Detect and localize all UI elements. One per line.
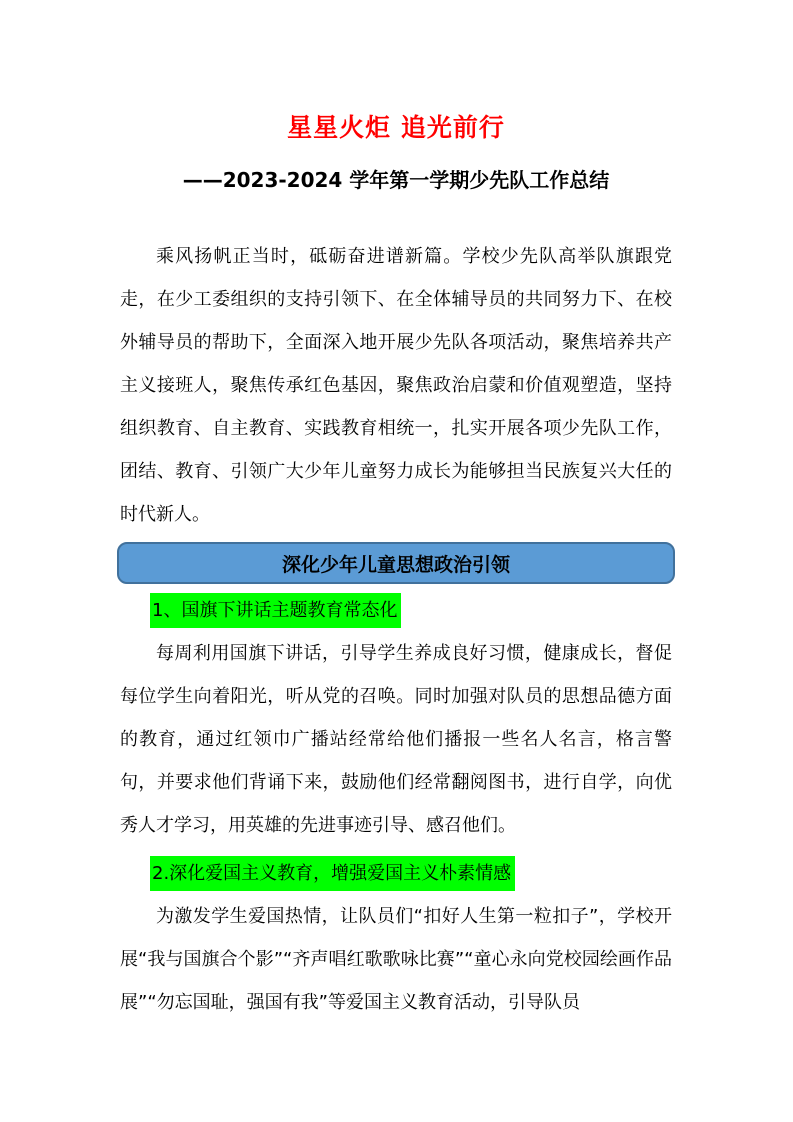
subsection-1-paragraph: 每周利用国旗下讲话，引导学生养成良好习惯，健康成长，督促每位学生向着阳光，听从党的召唤。同时加强对队员的思想品德方面的教育，通过红领巾广播站经常给他们播报一些名人名言，格言警句，并要求他们背诵下来，鼓励他们经常翻阅图书，进行自学，向优秀人才学习，用英雄的先进事迹引导、感召他们。	[120, 643, 672, 836]
section-header-banner	[117, 542, 675, 584]
document-subtitle: ——2023-2024 学年第一学期少先队工作总结	[182, 168, 610, 192]
subsection-heading-1	[150, 589, 672, 632]
subsection-heading-1-text: 1、国旗下讲话主题教育常态化	[150, 593, 401, 628]
subsection-heading-2	[150, 852, 672, 895]
document-title: 星星火炬 追光前行	[287, 113, 505, 142]
subsection-heading-2-text: 2.深化爱国主义教育，增强爱国主义朴素情感	[150, 856, 515, 891]
section-header-text: 深化少年儿童思想政治引领	[281, 553, 510, 576]
subsection-2-paragraph: 为激发学生爱国热情，让队员们“扣好人生第一粒扣子”，学校开展“我与国旗合个影”“齐声唱红歌歌咏比赛”“童心永向党校园绘画作品展”“勿忘国耻，强国有我”等爱国主义教育活动，引导队员	[120, 906, 672, 1013]
intro-paragraph: 乘风扬帆正当时，砥砺奋进谱新篇。学校少先队高举队旗跟党走，在少工委组织的支持引领下、在全体辅导员的共同努力下、在校外辅导员的帮助下，全面深入地开展少先队各项活动，聚焦培养共产主义接班人，聚焦传承红色基因，聚焦政治启蒙和价值观塑造，坚持组织教育、自主教育、实践教育相统一，扎实开展各项少先队工作，团结、教育、引领广大少年儿童努力成长为能够担当民族复兴大任的时代新人。	[120, 246, 672, 525]
